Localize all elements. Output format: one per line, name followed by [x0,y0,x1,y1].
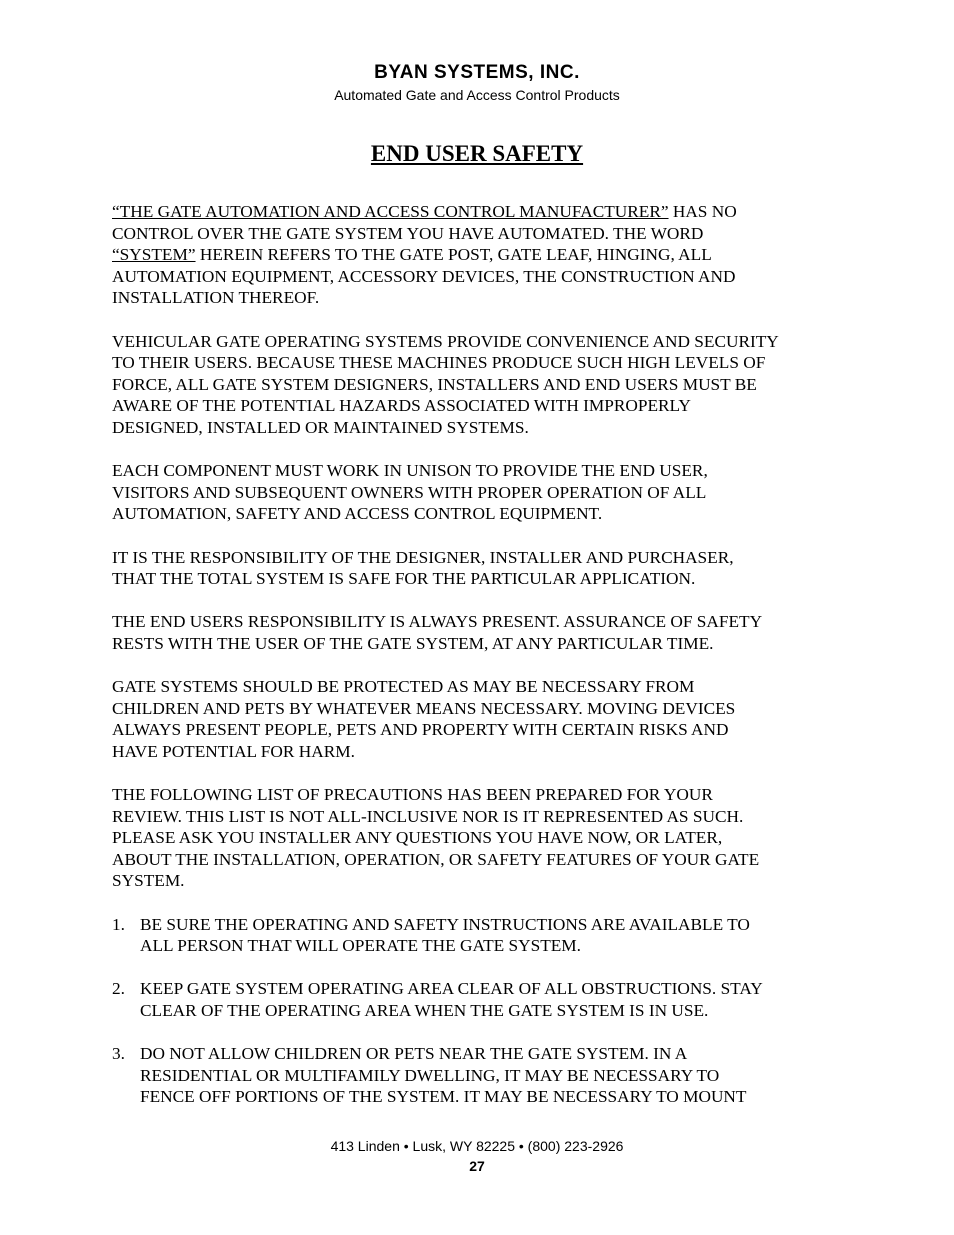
paragraph-line: AWARE OF THE POTENTIAL HAZARDS ASSOCIATED WITH IMPROPERLY [112,396,691,416]
paragraph-line: EACH COMPONENT MUST WORK IN UNISON TO PROVIDE THE END USER, [112,461,708,481]
paragraph-line: RESTS WITH THE USER OF THE GATE SYSTEM, AT ANY PARTICULAR TIME. [112,633,714,653]
paragraph-line: SYSTEM. [112,871,185,891]
paragraph [112,460,852,525]
intro-line [112,244,852,266]
paragraph-line: VISITORS AND SUBSEQUENT OWNERS WITH PROPER OPERATION OF ALL [112,482,707,502]
document-body [112,201,852,1130]
intro-text: HEREIN REFERS TO THE GATE POST, GATE LEAF, HINGING, ALL [195,245,712,265]
paragraph-line: THAT THE TOTAL SYSTEM IS SAFE FOR THE PARTICULAR APPLICATION. [112,569,696,589]
company-tagline: Automated Gate and Access Control Products [334,87,620,103]
paragraphs [112,331,852,892]
page-number: 27 [469,1158,485,1174]
intro-paragraph [112,201,852,309]
list-item [112,914,852,957]
paragraph-line: THE FOLLOWING LIST OF PRECAUTIONS HAS BEEN PREPARED FOR YOUR [112,785,713,805]
paragraph-line: IT IS THE RESPONSIBILITY OF THE DESIGNER, INSTALLER AND PURCHASER, [112,547,734,567]
list-number: 1. [112,914,125,934]
footer-address: 413 Linden • Lusk, WY 82225 • (800) 223-2926 [330,1138,624,1154]
system-term: “SYSTEM” [112,245,196,265]
page-title: END USER SAFETY [370,141,584,166]
intro-line [112,201,852,223]
paragraph-line: GATE SYSTEMS SHOULD BE PROTECTED AS MAY BE NECESSARY FROM [112,677,695,697]
list-number: 3. [112,1044,125,1064]
list-item-line: CLEAR OF THE OPERATING AREA WHEN THE GATE SYSTEM IS IN USE. [140,1000,709,1020]
list-item-line: DO NOT ALLOW CHILDREN OR PETS NEAR THE GATE SYSTEM. IN A [140,1044,688,1064]
intro-line: AUTOMATION EQUIPMENT, ACCESSORY DEVICES, THE CONSTRUCTION AND [112,266,736,286]
list-item-line: ALL PERSON THAT WILL OPERATE THE GATE SYSTEM. [140,936,581,956]
paragraph-line: TO THEIR USERS. BECAUSE THESE MACHINES PRODUCE SUCH HIGH LEVELS OF [112,353,766,373]
paragraph-line: FORCE, ALL GATE SYSTEM DESIGNERS, INSTALLERS AND END USERS MUST BE [112,374,757,394]
paragraph [112,331,852,439]
manufacturer-term: “THE GATE AUTOMATION AND ACCESS CONTROL MANUFACTURER” [112,202,669,221]
paragraph-line: CHILDREN AND PETS BY WHATEVER MEANS NECESSARY. MOVING DEVICES [112,698,736,718]
list-number: 2. [112,979,125,999]
paragraph [112,676,852,762]
intro-line: CONTROL OVER THE GATE SYSTEM YOU HAVE AUTOMATED. THE WORD [112,223,704,243]
intro-line: INSTALLATION THEREOF. [112,288,320,308]
paragraph-line: AUTOMATION, SAFETY AND ACCESS CONTROL EQUIPMENT. [112,504,603,524]
paragraph-line: THE END USERS RESPONSIBILITY IS ALWAYS PRESENT. ASSURANCE OF SAFETY [112,612,763,632]
paragraph [112,784,852,892]
list-item-line: BE SURE THE OPERATING AND SAFETY INSTRUCTIONS ARE AVAILABLE TO [140,914,750,934]
paragraph-line: REVIEW. THIS LIST IS NOT ALL-INCLUSIVE NOR IS IT REPRESENTED AS SUCH. [112,806,744,826]
list-item [112,1043,852,1108]
paragraph-line: VEHICULAR GATE OPERATING SYSTEMS PROVIDE CONVENIENCE AND SECURITY [112,331,779,351]
paragraph-line: DESIGNED, INSTALLED OR MAINTAINED SYSTEMS. [112,417,529,437]
paragraph-line: HAVE POTENTIAL FOR HARM. [112,741,355,761]
list-item-line: FENCE OFF PORTIONS OF THE SYSTEM. IT MAY BE NECESSARY TO MOUNT [140,1087,747,1107]
company-name: BYAN SYSTEMS, INC. [374,62,580,83]
paragraph-line: ALWAYS PRESENT PEOPLE, PETS AND PROPERTY WITH CERTAIN RISKS AND [112,720,729,740]
intro-text: HAS NO [668,202,737,221]
list-item-line: RESIDENTIAL OR MULTIFAMILY DWELLING, IT MAY BE NECESSARY TO [140,1065,720,1085]
paragraph-line: ABOUT THE INSTALLATION, OPERATION, OR SAFETY FEATURES OF YOUR GATE [112,849,760,869]
paragraph-line: PLEASE ASK YOU INSTALLER ANY QUESTIONS YOU HAVE NOW, OR LATER, [112,828,723,848]
list-item-line: KEEP GATE SYSTEM OPERATING AREA CLEAR OF ALL OBSTRUCTIONS. STAY [140,979,763,999]
paragraph [112,611,852,654]
precautions-list [112,914,852,1108]
list-item [112,978,852,1021]
paragraph [112,547,852,590]
